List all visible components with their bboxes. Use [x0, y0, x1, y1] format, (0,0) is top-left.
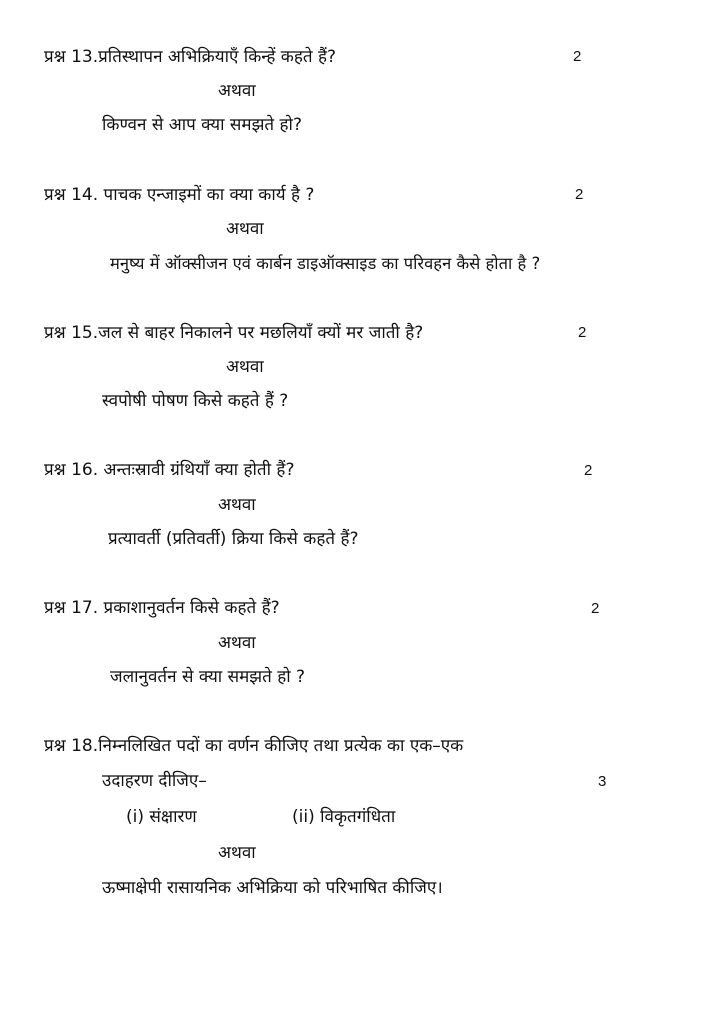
- question-18-text-continued: उदाहरण दीजिए–: [102, 771, 207, 791]
- question-16-or: अथवा: [218, 495, 256, 515]
- question-16-text: प्रश्न 16. अन्तःस्रावी ग्रंथियाँ क्या होती हैं?: [44, 460, 295, 480]
- question-16-alternative: प्रत्यावर्ती (प्रतिवर्ती) क्रिया किसे कहते हैं?: [108, 529, 359, 549]
- question-14-marks: 2: [575, 186, 584, 203]
- question-15-or: अथवा: [226, 357, 264, 377]
- question-17-text: प्रश्न 17. प्रकाशानुवर्तन किसे कहते हैं?: [44, 598, 280, 618]
- question-18-or: अथवा: [218, 843, 256, 863]
- question-13-alternative: किण्वन से आप क्या समझते हो?: [102, 115, 302, 135]
- question-18-item-2: (ii) विकृतगंधिता: [292, 807, 396, 827]
- question-13-marks: 2: [573, 48, 582, 65]
- question-15-marks: 2: [578, 324, 587, 341]
- question-15-alternative: स्वपोषी पोषण किसे कहते हैं ?: [102, 391, 289, 411]
- question-17-alternative: जलानुवर्तन से क्या समझते हो ?: [110, 667, 306, 687]
- question-14-or: अथवा: [226, 219, 264, 239]
- question-18-text: प्रश्न 18.निम्नलिखित पदों का वर्णन कीजिए तथा प्रत्येक का एक–एक: [44, 736, 464, 756]
- question-18-item-1: (i) संक्षारण: [126, 807, 197, 827]
- question-17-or: अथवा: [218, 633, 256, 653]
- question-14-text: प्रश्न 14. पाचक एन्जाइमों का क्या कार्य है ?: [44, 185, 315, 205]
- question-18-alternative: ऊष्माक्षेपी रासायनिक अभिक्रिया को परिभाषित कीजिए।: [102, 878, 443, 898]
- question-16-marks: 2: [584, 462, 593, 479]
- question-13-text: प्रश्न 13.प्रतिस्थापन अभिक्रियाएँ किन्हें कहते हैं?: [44, 47, 336, 67]
- question-13-or: अथवा: [218, 81, 256, 101]
- question-17-marks: 2: [591, 600, 600, 617]
- question-14-alternative: मनुष्य में ऑक्सीजन एवं कार्बन डाइऑक्साइड का परिवहन कैसे होता है ?: [110, 254, 541, 273]
- question-18-marks: 3: [598, 773, 607, 790]
- question-15-text: प्रश्न 15.जल से बाहर निकालने पर मछलियाँ क्यों मर जाती है?: [44, 323, 424, 343]
